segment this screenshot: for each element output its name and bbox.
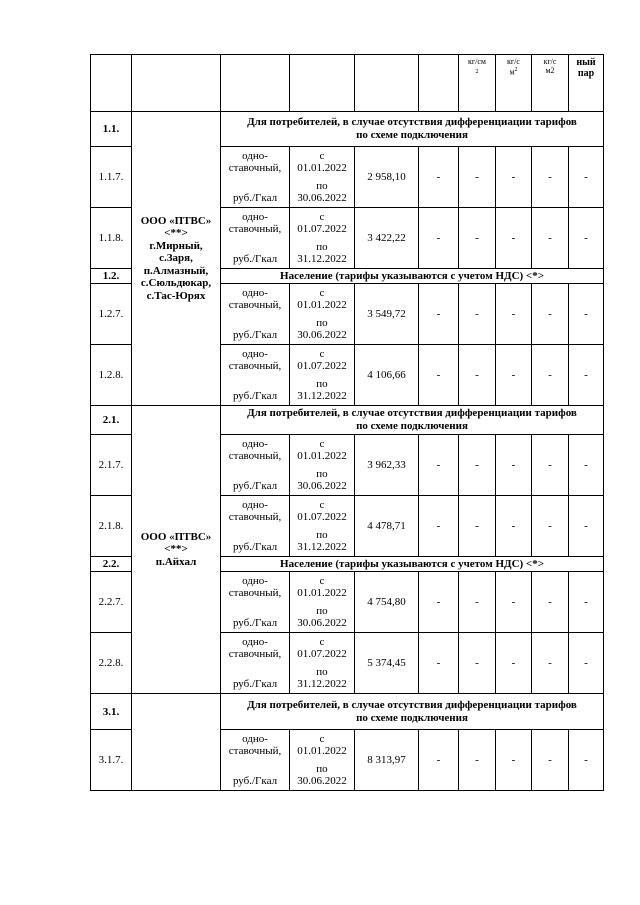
section-row [91,406,604,435]
tariff-unit: руб./Гкал [232,617,278,629]
section-title [221,557,604,572]
empty-value-dash: - [569,572,604,633]
organization-line: ООО «ПТВС» [140,214,212,227]
period-start-date: 01.07.2022 [297,360,347,372]
section-number: 1.2. [91,269,132,284]
tariff-type-cell [221,345,290,406]
period-from-label: с [319,636,325,648]
period-cell [290,208,355,269]
tariff-value: 2 958,10 [355,147,419,208]
empty-value-dash: - [459,633,496,694]
period-to-label: по [316,605,328,617]
tariff-type: одно- [242,287,268,299]
empty-value-dash: - [419,147,459,208]
empty-value-dash: - [569,147,604,208]
tariff-unit: руб./Гкал [232,253,278,265]
header-cell-steam: ный пар [569,55,604,112]
row-number: 1.1.8. [91,208,132,269]
period-to-label: по [316,241,328,253]
period-end-date: 30.06.2022 [297,192,347,204]
period-from-label: с [319,438,325,450]
organization-line: ООО «ПТВС» [140,530,212,543]
period-from-label: с [319,211,325,223]
section-row [91,694,604,730]
period-start-date: 01.01.2022 [297,587,347,599]
empty-value-dash: - [459,147,496,208]
empty-value-dash: - [532,147,569,208]
section-title-line: по схеме подключения [356,129,468,141]
organization-cell [132,112,221,406]
row-number: 2.2.7. [91,572,132,633]
empty-value-dash: - [569,730,604,791]
period-from-label: с [319,348,325,360]
period-to-label: по [316,317,328,329]
tariff-type: одно- [242,636,268,648]
period-end-date: 30.06.2022 [297,775,347,787]
section-title-line: по схеме подключения [356,420,468,432]
period-from-label: с [319,287,325,299]
tariff-value: 4 478,71 [355,496,419,557]
period-cell [290,284,355,345]
empty-value-dash: - [496,147,532,208]
tariff-type-cell [221,147,290,208]
period-cell [290,435,355,496]
empty-value-dash: - [419,208,459,269]
organization-line: п.Айхал [155,555,197,568]
period-start-date: 01.07.2022 [297,223,347,235]
empty-value-dash: - [532,572,569,633]
empty-value-dash: - [459,208,496,269]
header-cell-kgcm2: кг/см 2 [459,55,496,112]
header-cell [221,55,290,112]
section-row [91,112,604,147]
period-to-label: по [316,763,328,775]
row-number: 3.1.7. [91,730,132,791]
tariff-type: ставочный, [228,223,282,235]
empty-value-dash: - [459,345,496,406]
section-title-line: Население (тарифы указываются с учетом НДС) <*> [280,557,544,570]
section-title-line: по схеме подключения [356,711,468,724]
section-title-line: Для потребителей, в случае отсутствия дифференциации тарифов [247,407,577,419]
section-title-line: Для потребителей, в случае отсутствия дифференциации тарифов [247,698,577,711]
section-title-line: Для потребителей, в случае отсутствия дифференциации тарифов [247,116,577,128]
empty-value-dash: - [496,208,532,269]
tariff-type-cell [221,633,290,694]
tariff-type: одно- [242,150,268,162]
tariff-type-cell [221,496,290,557]
section-title [221,269,604,284]
period-cell [290,147,355,208]
row-number: 1.2.8. [91,345,132,406]
tariff-type: одно- [242,575,268,587]
period-cell [290,345,355,406]
period-to-label: по [316,378,328,390]
row-number: 2.1.8. [91,496,132,557]
tariff-type-cell [221,208,290,269]
period-cell [290,496,355,557]
tariff-type: ставочный, [228,162,282,174]
organization-cell [132,406,221,694]
tariff-type: одно- [242,438,268,450]
empty-value-dash: - [569,345,604,406]
tariff-type: ставочный, [228,587,282,599]
period-to-label: по [316,529,328,541]
header-cell [91,55,132,112]
empty-value-dash: - [496,633,532,694]
tariff-value: 4 106,66 [355,345,419,406]
period-to-label: по [316,468,328,480]
row-number: 1.1.7. [91,147,132,208]
period-end-date: 31.12.2022 [297,678,347,690]
header-cell [132,55,221,112]
row-number: 2.2.8. [91,633,132,694]
organization-cell [132,694,221,791]
empty-value-dash: - [496,572,532,633]
period-start-date: 01.01.2022 [297,299,347,311]
header-cell [355,55,419,112]
tariff-table [90,54,604,791]
period-start-date: 01.07.2022 [297,648,347,660]
empty-value-dash: - [419,572,459,633]
tariff-unit: руб./Гкал [232,541,278,553]
tariff-type: ставочный, [228,511,282,523]
organization-line: с.Сюльдюкар, [140,277,212,290]
empty-value-dash: - [532,208,569,269]
tariff-value: 5 374,45 [355,633,419,694]
empty-value-dash: - [419,284,459,345]
empty-value-dash: - [459,572,496,633]
organization-line: с.Заря, [159,252,193,265]
empty-value-dash: - [569,633,604,694]
period-end-date: 30.06.2022 [297,329,347,341]
empty-value-dash: - [532,730,569,791]
section-title [221,694,604,730]
tariff-type-cell [221,572,290,633]
section-title [221,112,604,147]
organization-line: г.Мирный, [149,239,203,252]
tariff-type: одно- [242,499,268,511]
empty-value-dash: - [496,284,532,345]
empty-value-dash: - [532,496,569,557]
empty-value-dash: - [569,496,604,557]
empty-value-dash: - [532,633,569,694]
empty-value-dash: - [459,435,496,496]
empty-value-dash: - [459,730,496,791]
empty-value-dash: - [459,284,496,345]
organization-line: п.Алмазный, [143,264,209,277]
empty-value-dash: - [419,633,459,694]
empty-value-dash: - [496,496,532,557]
tariff-unit: руб./Гкал [232,480,278,492]
tariff-unit: руб./Гкал [232,329,278,341]
period-start-date: 01.01.2022 [297,745,347,757]
row-number: 1.2.7. [91,284,132,345]
empty-value-dash: - [569,208,604,269]
period-to-label: по [316,180,328,192]
empty-value-dash: - [419,496,459,557]
organization-line: <**> [164,227,188,240]
period-cell [290,633,355,694]
empty-value-dash: - [459,496,496,557]
tariff-type-cell [221,284,290,345]
header-cell-kgcm2-c: кг/с м2 [532,55,569,112]
empty-value-dash: - [496,345,532,406]
period-start-date: 01.07.2022 [297,511,347,523]
empty-value-dash: - [532,345,569,406]
tariff-type: ставочный, [228,450,282,462]
empty-value-dash: - [419,345,459,406]
period-to-label: по [316,666,328,678]
tariff-type: одно- [242,348,268,360]
tariff-value: 4 754,80 [355,572,419,633]
section-title-line: Население (тарифы указываются с учетом НДС) <*> [280,269,544,282]
section-title [221,406,604,435]
tariff-type: ставочный, [228,299,282,311]
period-end-date: 31.12.2022 [297,390,347,402]
section-number: 3.1. [91,694,132,730]
tariff-type: ставочный, [228,745,282,757]
tariff-unit: руб./Гкал [232,678,278,690]
tariff-value: 3 422,22 [355,208,419,269]
section-number: 1.1. [91,112,132,147]
empty-value-dash: - [532,284,569,345]
tariff-value: 8 313,97 [355,730,419,791]
period-from-label: с [319,733,325,745]
period-end-date: 31.12.2022 [297,541,347,553]
period-cell [290,730,355,791]
tariff-value: 3 549,72 [355,284,419,345]
header-cell [290,55,355,112]
tariff-value: 3 962,33 [355,435,419,496]
tariff-unit: руб./Гкал [232,390,278,402]
section-number: 2.2. [91,557,132,572]
empty-value-dash: - [532,435,569,496]
period-from-label: с [319,575,325,587]
period-start-date: 01.01.2022 [297,450,347,462]
empty-value-dash: - [419,435,459,496]
header-cell-kgcm2-b: кг/с $м^2$ [496,55,532,112]
period-from-label: с [319,150,325,162]
tariff-type: ставочный, [228,360,282,372]
header-cell [419,55,459,112]
period-from-label: с [319,499,325,511]
tariff-type: одно- [242,211,268,223]
tariff-type-cell [221,730,290,791]
tariff-type-cell [221,435,290,496]
period-end-date: 30.06.2022 [297,617,347,629]
period-cell [290,572,355,633]
section-number: 2.1. [91,406,132,435]
empty-value-dash: - [569,284,604,345]
tariff-type: ставочный, [228,648,282,660]
empty-value-dash: - [496,730,532,791]
period-end-date: 31.12.2022 [297,253,347,265]
tariff-unit: руб./Гкал [232,775,278,787]
header-row [91,55,604,112]
organization-line: с.Тас-Юрях [146,289,206,302]
empty-value-dash: - [569,435,604,496]
empty-value-dash: - [496,435,532,496]
period-start-date: 01.01.2022 [297,162,347,174]
tariff-type: одно- [242,733,268,745]
empty-value-dash: - [419,730,459,791]
period-end-date: 30.06.2022 [297,480,347,492]
organization-line: <**> [164,543,188,556]
row-number: 2.1.7. [91,435,132,496]
tariff-unit: руб./Гкал [232,192,278,204]
